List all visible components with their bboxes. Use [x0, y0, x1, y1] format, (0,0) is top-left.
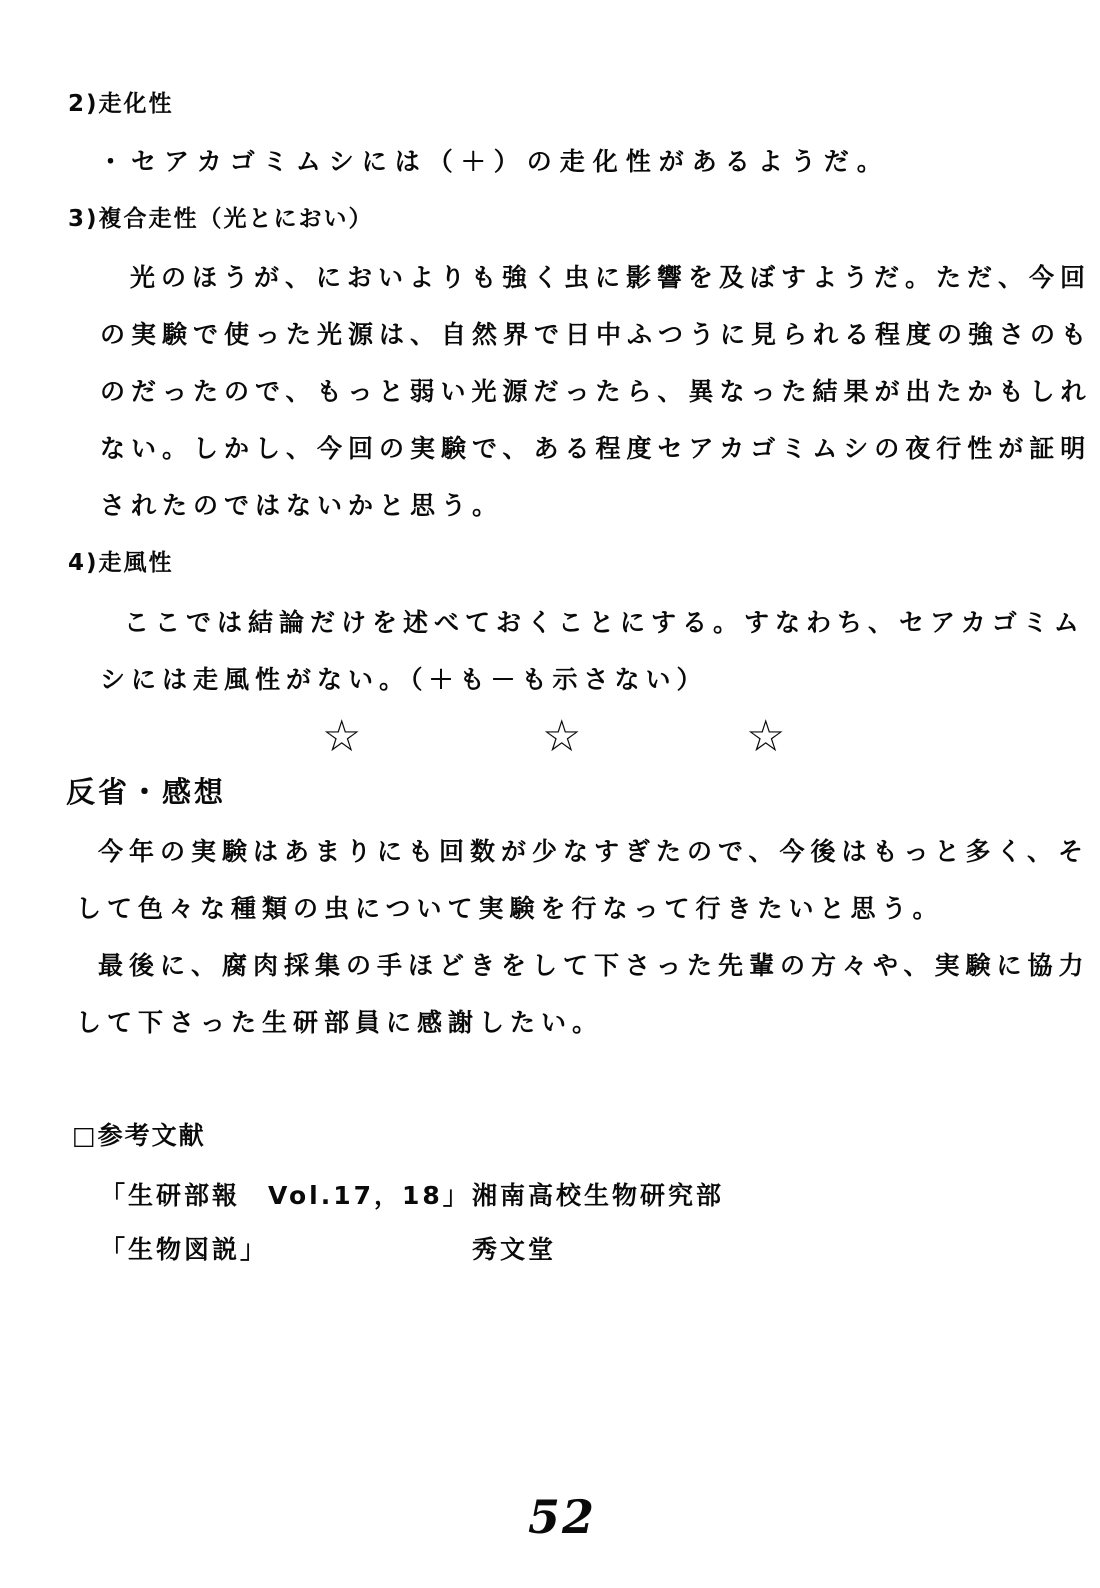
- body-line: 最後に、腐肉採集の手ほどきをして下さった先輩の方々や、実験に協力: [98, 951, 1090, 980]
- section-heading-compound-taxis: 3)複合走性（光とにおい）: [68, 206, 374, 232]
- references-heading: □参考文献: [72, 1121, 206, 1150]
- body-line: シには走風性がない。（＋も－も示さない）: [100, 665, 708, 694]
- section-heading-chemotaxis: 2)走化性: [68, 91, 174, 117]
- section-heading-reflection: 反省・感想: [66, 775, 227, 809]
- star-icon: ☆: [746, 711, 786, 762]
- body-line: されたのではないかと思う。: [100, 491, 504, 520]
- star-icon: ☆: [542, 711, 582, 762]
- reference-publisher: 湘南高校生物研究部: [472, 1181, 725, 1210]
- body-line: のだったので、もっと弱い光源だったら、異なった結果が出たかもしれ: [100, 377, 1092, 406]
- body-line: ・セアカゴミムシには（＋）の走化性があるようだ。: [98, 147, 890, 176]
- body-line: 光のほうが、においよりも強く虫に影響を及ぼすようだ。ただ、今回: [130, 263, 1092, 292]
- star-divider: [0, 713, 1100, 763]
- body-line: して色々な種類の虫について実験を行なって行きたいと思う。: [76, 894, 944, 923]
- body-line: して下さった生研部員に感謝したい。: [76, 1008, 604, 1037]
- reference-title: 「生物図説」: [100, 1235, 269, 1264]
- body-line: ない。しかし、今回の実験で、ある程度セアカゴミムシの夜行性が証明: [100, 434, 1092, 463]
- body-line: の実験で使った光源は、自然界で日中ふつうに見られる程度の強さのも: [100, 320, 1093, 349]
- reference-publisher: 秀文堂: [472, 1235, 557, 1264]
- section-heading-anemotaxis: 4)走風性: [68, 550, 174, 576]
- star-icon: ☆: [322, 711, 362, 762]
- page-number: 52: [528, 1490, 597, 1544]
- reference-title: 「生研部報 Vol.17，18」: [100, 1181, 471, 1210]
- body-line: ここでは結論だけを述べておくことにする。すなわち、セアカゴミム: [124, 608, 1085, 637]
- body-line: 今年の実験はあまりにも回数が少なすぎたので、今後はもっと多く、そ: [98, 837, 1090, 866]
